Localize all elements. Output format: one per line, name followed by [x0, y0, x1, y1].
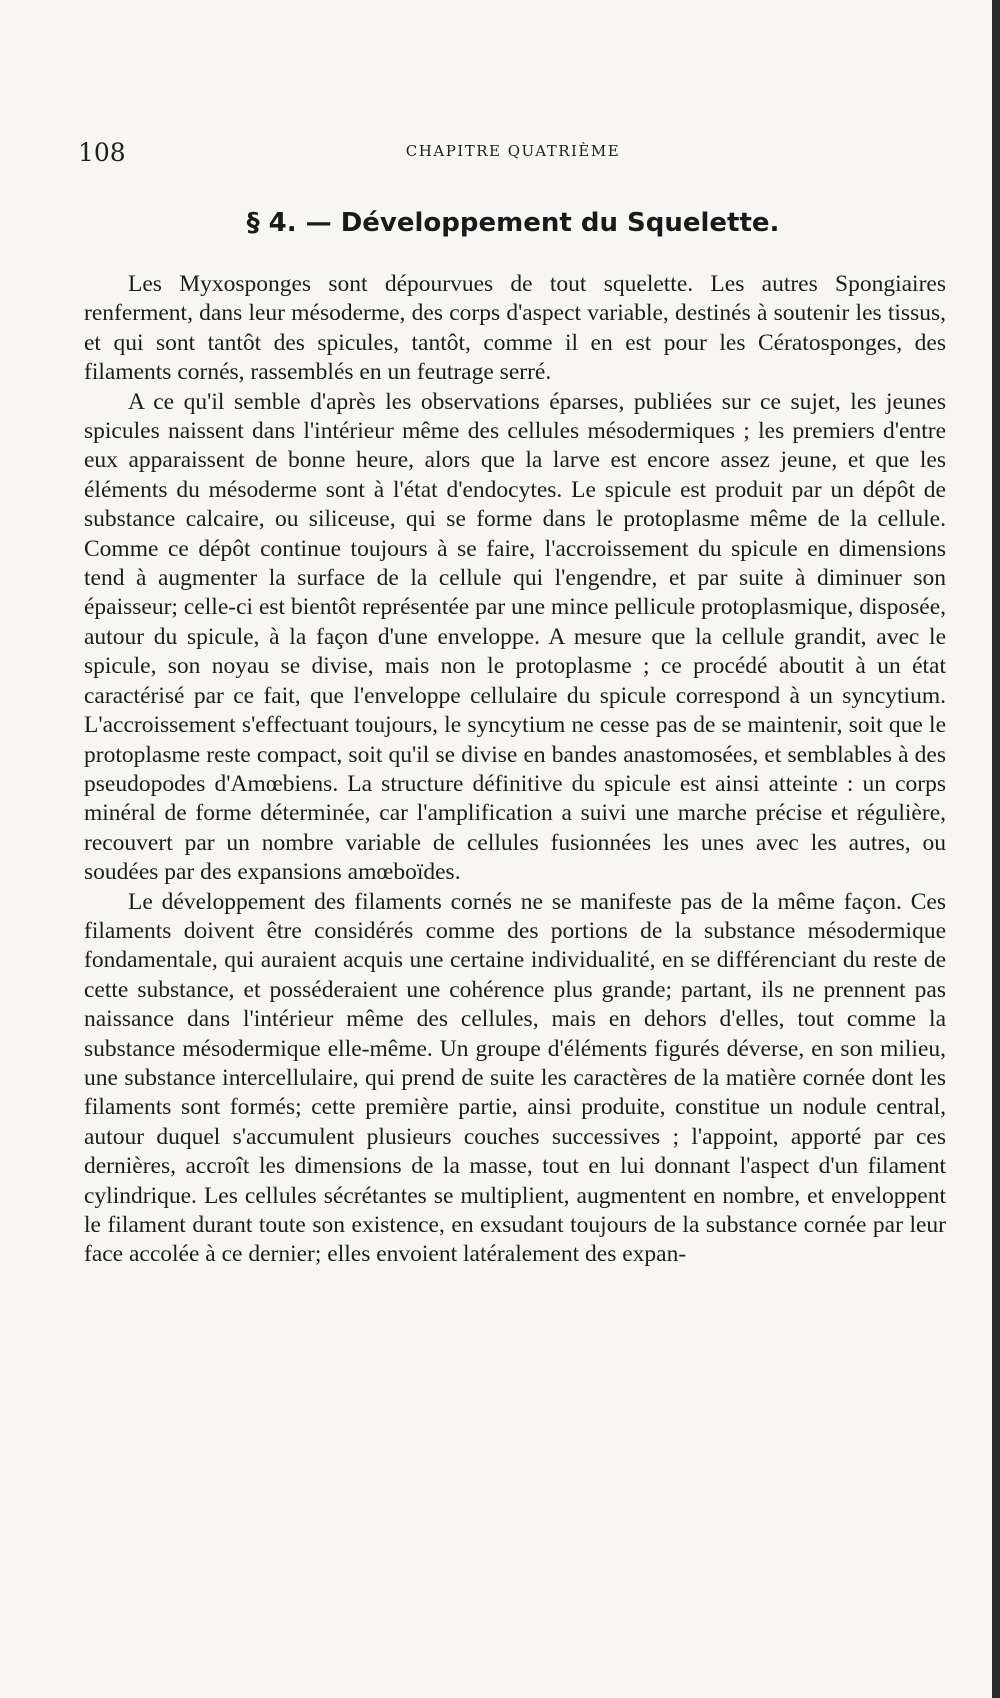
paragraph: A ce qu'il semble d'après les observations éparses, publiées sur ce sujet, les jeunes spicules naissent dans l'intérieur même des cellules mésodermiques ; les premiers d'entre eux apparaissent de bonne heure, alors que la larve est encore assez jeune, et que les éléments du mésoderme sont à l'état d'endocytes. Le spicule est produit par un dépôt de substance calcaire, ou siliceuse, qui se forme dans le protoplasme même de la cellule. Comme ce dépôt continue toujours à se faire, l'accroissement du spicule en dimensions tend à augmenter la surface de la cellule qui l'engendre, et par suite à diminuer son épaisseur; celle-ci est bientôt représentée par une mince pellicule protoplasmique, disposée, autour du spicule, à la façon d'une enveloppe. A mesure que la cellule grandit, avec le spicule, son noyau se divise, mais non le protoplasme ; ce procédé aboutit à un état caractérisé par ce fait, que l'enveloppe cellulaire du spicule correspond à un syncytium. L'accroissement s'effectuant toujours, le syncytium ne cesse pas de se maintenir, soit que le protoplasme reste compact, soit qu'il se divise en bandes anastomosées, et semblables à des pseudopodes d'Amœbiens. La structure définitive du spicule est ainsi atteinte : un corps minéral de forme déterminée, car l'amplification a suivi une marche précise et régulière, recouvert par un nombre variable de cellules fusionnées les unes avec les autres, ou soudées par des expansions amœboïdes. [84, 388, 946, 886]
page-number: 108 [78, 138, 126, 167]
section-heading: § 4. — Développement du Squelette. [246, 208, 780, 238]
paragraph: Les Myxosponges sont dépourvues de tout squelette. Les autres Spongiaires renferment, dans leur mésoderme, des corps d'aspect variable, destinés à soutenir les tissus, et qui sont tantôt des spicules, tantôt, comme il en est pour les Cératosponges, des filaments cornés, rassemblés en un feutrage serré. [84, 271, 946, 386]
running-head [78, 138, 948, 170]
body-text [84, 270, 946, 1270]
page-edge-shadow [992, 0, 1000, 1698]
chapter-title: CHAPITRE QUATRIÈME [405, 142, 621, 160]
paragraph: Le développement des filaments cornés ne se manifeste pas de la même façon. Ces filaments doivent être considérés comme des portions de la substance mésodermique fondamentale, qui auraient acquis une certaine individualité, en se différenciant du reste de cette substance, et posséderaient une cohérence plus grande; partant, ils ne prennent pas naissance dans l'intérieur même des cellules, mais en dehors d'elles, tout comme la substance mésodermique elle-même. Un groupe d'éléments figurés déverse, en son milieu, une substance intercellulaire, qui prend de suite les caractères de la matière cornée dont les filaments sont formés; cette première partie, ainsi produite, constitue un nodule central, autour duquel s'accumulent plusieurs couches successives ; l'appoint, apporté par ces dernières, accroît les dimensions de la masse, tout en lui donnant l'aspect d'un filament cylindrique. Les cellules sécrétantes se multiplient, augmentent en nombre, et enveloppent le filament durant toute son existence, en exsudant toujours de la substance cornée par leur face accolée à ce dernier; elles envoient latéralement des expan- [84, 888, 946, 1268]
